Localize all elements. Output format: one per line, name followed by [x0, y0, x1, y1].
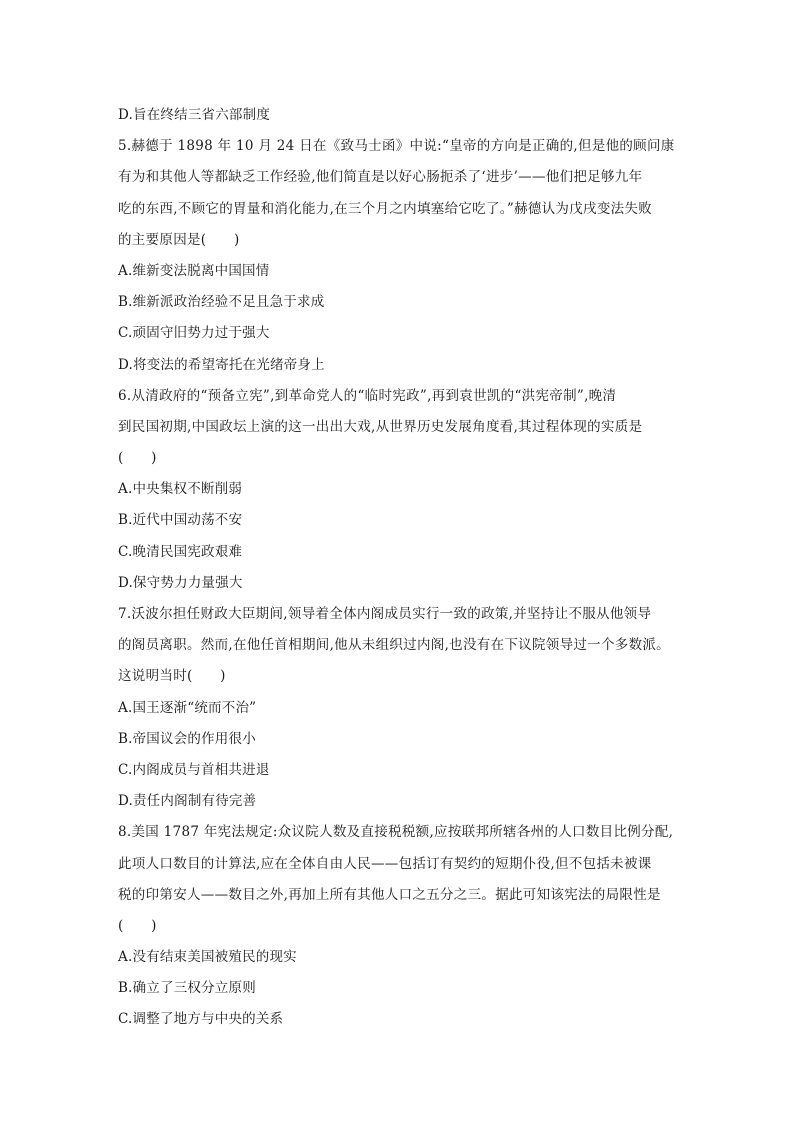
q8-option-a: A.没有结束美国被殖民的现实: [118, 949, 297, 966]
q6-option-a: A.中央集权不断削弱: [118, 481, 243, 498]
q8-stem-line: 8.美国 1787 年宪法规定:众议院人数及直接税税额,应按联邦所辖各州的人口数目比例分配,: [118, 824, 674, 841]
q5-stem: [118, 131, 678, 256]
q5-stem-line: 有为和其他人等都缺乏工作经验,他们简直是以好心肠扼杀了‘进步’——他们把足够九年: [118, 169, 643, 186]
q5-stem-line: 的主要原因是( ): [118, 231, 240, 248]
q5-stem-line: 5.赫德于 1898 年 10 月 24 日在《致马士函》中说:“皇帝的方向是正确的,但是他的顾问康: [118, 138, 675, 155]
q6-stem-line: 到民国初期,中国政坛上演的这一出出大戏,从世界历史发展角度看,其过程体现的实质是: [118, 418, 643, 435]
q5-option-b: B.维新派政治经验不足且急于求成: [118, 294, 325, 311]
q5-option-a: A.维新变法脱离中国国情: [118, 262, 270, 279]
q7-stem-line: 的阁员离职。然而,在他任首相期间,他从未组织过内阁,也没有在下议院领导过一个多数派。: [118, 637, 670, 654]
q7-stem-line: 这说明当时( ): [118, 668, 226, 685]
q6-option-c: C.晚清民国宪政艰难: [118, 543, 243, 560]
q4-option-d: D.旨在终结三省六部制度: [118, 107, 271, 123]
q8-stem: [118, 817, 678, 942]
q6-stem-line: 6.从清政府的“预备立宪”,到革命党人的“临时宪政”,再到袁世凯的“洪宪帝制”,晚清: [118, 387, 617, 404]
q5-option-d: D.将变法的希望寄托在光绪帝身上: [118, 356, 325, 373]
q7-option-d: D.责任内阁制有待完善: [118, 793, 257, 810]
q7-option-a: A.国王逐渐“统而不治”: [118, 699, 257, 716]
q7-option-c: C.内阁成员与首相共进退: [118, 761, 270, 778]
q6-stem: [118, 381, 678, 475]
q8-option-c: C.调整了地方与中央的关系: [118, 1011, 284, 1028]
q8-stem-line: 此项人口数目的计算法,应在全体自由人民——包括订有契约的短期仆役,但不包括未被课: [118, 855, 652, 872]
q5-stem-line: 吃的东西,不顾它的胃量和消化能力,在三个月之内填塞给它吃了。”赫德认为戊戌变法失败: [118, 200, 653, 217]
q7-stem: [118, 599, 678, 693]
q6-option-b: B.近代中国动荡不安: [118, 512, 243, 529]
q8-stem-line: 税的印第安人——数目之外,再加上所有其他人口之五分之三。据此可知该宪法的局限性是: [118, 886, 661, 903]
q5-option-c: C.顽固守旧势力过于强大: [118, 325, 270, 342]
q6-stem-line: ( ): [118, 450, 157, 467]
q6-option-d: D.保守势力力量强大: [118, 574, 243, 591]
q8-stem-line: ( ): [118, 917, 157, 934]
q7-option-b: B.帝国议会的作用很小: [118, 730, 256, 747]
q7-stem-line: 7.沃波尔担任财政大臣期间,领导着全体内阁成员实行一致的政策,并坚持让不服从他领导: [118, 606, 652, 622]
question-list: [118, 100, 678, 1036]
q8-option-b: B.确立了三权分立原则: [118, 980, 256, 997]
